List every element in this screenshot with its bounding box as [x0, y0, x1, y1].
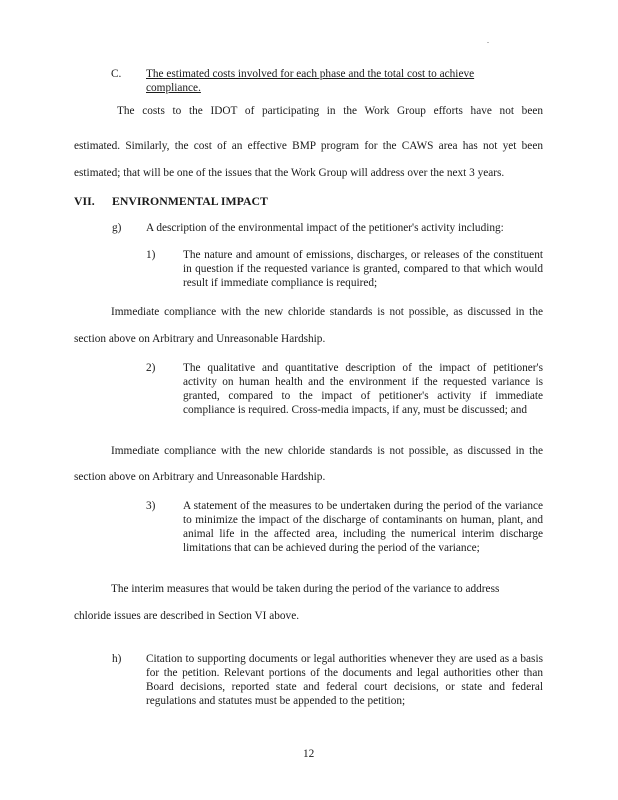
section-c-heading-line2: compliance. — [146, 82, 201, 94]
section-vii-title: ENVIRONMENTAL IMPACT — [112, 194, 268, 208]
item-g-text: A description of the environmental impact of the petitioner's activity including: — [146, 222, 504, 234]
sub2-text: The qualitative and quantitative description of the impact of petitioner's activity on human health and the environment if the requested variance is granted, compared to the impact of petitioner's activity if immediate compliance is required. Cross-media impacts, if any, must be discussed; and — [183, 362, 543, 416]
sub3-text: A statement of the measures to be undertaken during the period of the variance to minimize the impact of the discharge of contaminants on human, plant, and animal life in the affected area, including the numerical interim discharge limitations that can be achieved during the period of the variance; — [183, 500, 543, 554]
scan-speck — [487, 42, 489, 43]
item-h-text: Citation to supporting documents or legal authorities whenever they are used as a basis for the petition. Relevant portions of the documents and legal authorities other than Board decisions, reported state and federal court decisions, or state and federal regulations and statutes must be appended to the petition; — [146, 653, 543, 707]
item-h-label: h) — [112, 653, 122, 665]
page-number: 12 — [303, 748, 315, 760]
resp1-line1: Immediate compliance with the new chloride standards is not possible, as discussed in the — [111, 306, 543, 318]
section-c-heading-line1: The estimated costs involved for each phase and the total cost to achieve — [146, 68, 475, 80]
section-c-para-line3: estimated; that will be one of the issues that the Work Group will address over the next 3 years. — [74, 167, 505, 179]
sub2-label: 2) — [146, 362, 156, 374]
section-c-para-line2: estimated. Similarly, the cost of an effective BMP program for the CAWS area has not yet been — [74, 140, 543, 152]
resp2-line1: Immediate compliance with the new chloride standards is not possible, as discussed in the — [111, 445, 543, 457]
section-c-para-line1: The costs to the IDOT of participating in the Work Group efforts have not been — [117, 105, 543, 117]
resp2-line2: section above on Arbitrary and Unreasonable Hardship. — [74, 471, 326, 483]
sub1-text: The nature and amount of emissions, discharges, or releases of the constituent in question if the requested variance is granted, compared to that which would result if immediate compliance is required; — [183, 249, 543, 289]
sub3-label: 3) — [146, 500, 156, 512]
section-vii-number: VII. — [74, 194, 95, 208]
item-g-label: g) — [112, 222, 122, 234]
resp3-line2: chloride issues are described in Section VI above. — [74, 610, 300, 622]
resp1-line2: section above on Arbitrary and Unreasonable Hardship. — [74, 333, 326, 345]
section-c-label: C. — [111, 68, 122, 80]
sub1-label: 1) — [146, 249, 156, 261]
resp3-line1: The interim measures that would be taken during the period of the variance to address — [111, 583, 500, 595]
